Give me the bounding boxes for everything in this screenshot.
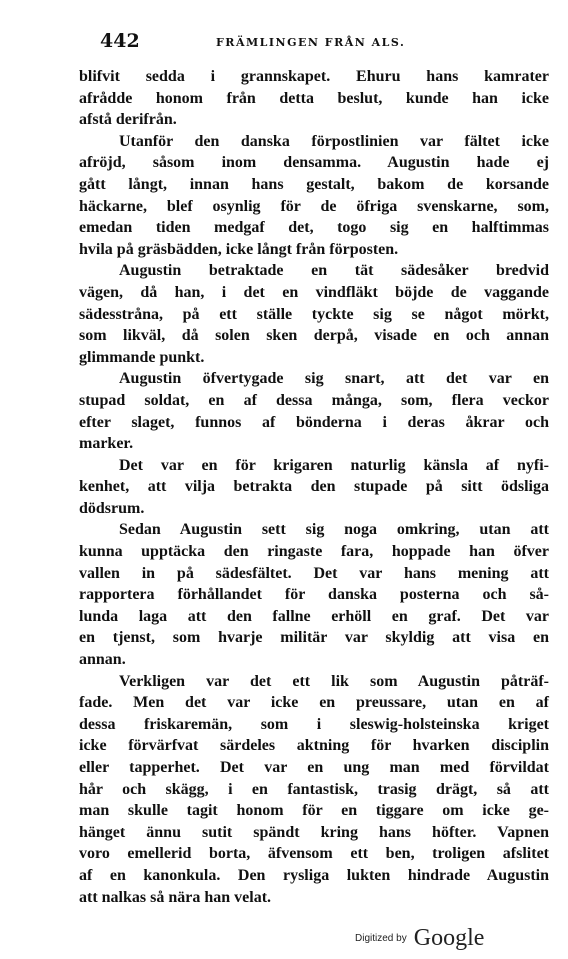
- text-line: afstå derifrån.: [79, 111, 177, 129]
- text-line: annan.: [79, 651, 126, 669]
- text-line: eller tapperhet. Det var en ung man med förvildat: [79, 759, 549, 776]
- text-line: att nalkas så nära han velat.: [79, 888, 272, 906]
- text-line: vallen in på sädesfältet. Det var hans mening att: [79, 564, 549, 582]
- text-line: rapportera förhållandet för danska posterna och så-: [79, 586, 549, 604]
- text-line: dessa friskaremän, som i sleswig-holsteinska kriget: [79, 715, 549, 733]
- text-line: af en kanonkula. Den rysliga lukten hindrade Augustin: [79, 866, 549, 884]
- text-line: marker.: [79, 435, 134, 453]
- text-line: blifvit sedda i grannskapet. Ehuru hans kamrater: [79, 68, 549, 85]
- text-line: Utanför den danska förpostlinien var fältet icke: [119, 132, 549, 150]
- text-line: Det var en för krigaren naturlig känsla af nyfi-: [119, 456, 549, 474]
- page-number: 442: [100, 30, 140, 52]
- text-line: hvila på gräsbädden, icke långt från förposten.: [79, 240, 399, 258]
- digitized-by-google-watermark: [355, 925, 484, 955]
- text-line: icke förvärfvat särdeles aktning för hvarken disciplin: [79, 737, 549, 755]
- text-line: sädesstråna, på ett ställe tyckte sig se något mörkt,: [79, 305, 549, 323]
- text-line: Augustin öfvertygade sig snart, att det var en: [119, 370, 549, 388]
- text-line: dödsrum.: [79, 499, 145, 517]
- page-header: [0, 30, 568, 52]
- text-line: voro emellerid borta, äfvensom ett ben, troligen afslitet: [79, 845, 549, 863]
- text-line: hår och skägg, i en fantastisk, trasig drägt, så att: [79, 780, 549, 798]
- body-text: [79, 66, 549, 908]
- text-line: som likväl, då solen sken derpå, visade en och annan: [79, 327, 549, 345]
- text-line: gått långt, innan hans gestalt, bakom de korsande: [79, 175, 549, 193]
- text-line: stupad soldat, en af dessa många, som, flera veckor: [79, 391, 549, 409]
- text-line: afrådde honom från detta beslut, kunde han icke: [79, 89, 549, 107]
- text-line: emedan tiden medgaf det, togo sig en halftimmas: [79, 219, 549, 237]
- text-line: Augustin betraktade en tät sädesåker bredvid: [119, 262, 549, 280]
- text-line: efter slaget, funnos af bönderna i deras åkrar och: [79, 413, 549, 431]
- text-line: afröjd, såsom inom densamma. Augustin hade ej: [79, 154, 549, 172]
- text-line: vägen, då han, i det en vindfläkt böjde de vaggande: [79, 283, 549, 301]
- google-logo: Google: [413, 925, 485, 951]
- digitized-label: Digitized by: [355, 933, 407, 944]
- running-head: FRÄMLINGEN FRÅN ALS.: [216, 36, 406, 49]
- text-line: Sedan Augustin sett sig noga omkring, utan att: [119, 521, 549, 539]
- text-line: hänget ännu sutit spändt kring hans höfter. Vapnen: [79, 823, 549, 841]
- text-line: glimmande punkt.: [79, 348, 205, 366]
- text-line: en tjenst, som hvarje militär var skyldig att visa en: [79, 629, 549, 647]
- text-line: fade. Men det var icke en preussare, utan en af: [79, 694, 549, 712]
- text-line: kenhet, att vilja betrakta den stupade på sitt ödsliga: [79, 478, 549, 496]
- text-line: kunna upptäcka den ringaste fara, hoppade han öfver: [79, 543, 549, 561]
- text-line: lunda laga att den fallne erhöll en graf. Det var: [79, 607, 549, 625]
- text-line: man skulle tagit honom för en tiggare om icke ge-: [79, 802, 549, 820]
- text-line: häckarne, blef osynlig för de öfriga svenskarne, som,: [79, 197, 549, 215]
- text-line: Verkligen var det ett lik som Augustin påträf-: [119, 672, 549, 690]
